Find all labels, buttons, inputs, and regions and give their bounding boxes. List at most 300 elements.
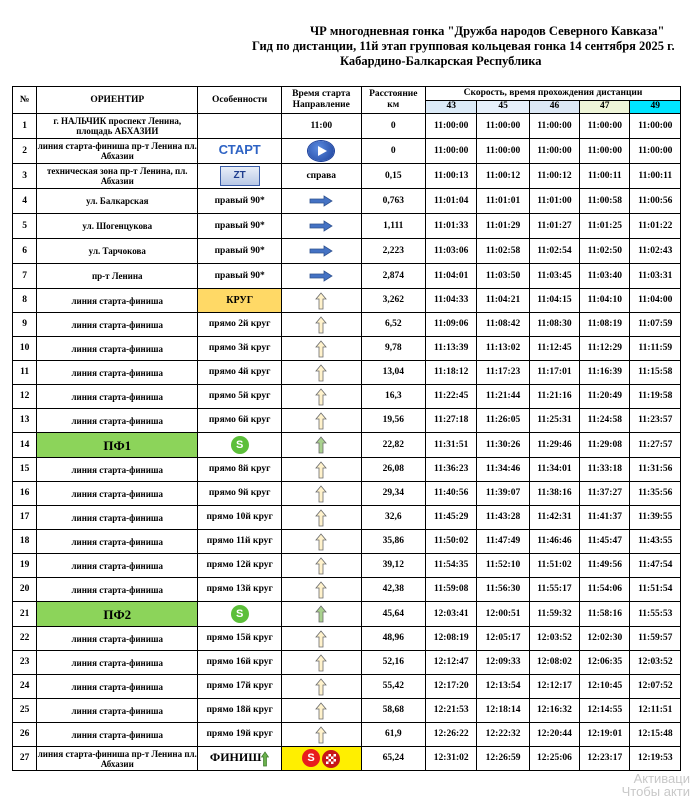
col-distance-header: [361, 87, 425, 114]
sprint-icon: S: [231, 436, 249, 454]
distance-cell: 9,78: [361, 337, 425, 361]
time-cell: 11:02:58: [477, 239, 529, 264]
distance-cell: 3,262: [361, 289, 425, 313]
up-arrow-icon: [315, 509, 327, 527]
distance-cell: 22,82: [361, 433, 425, 458]
row-number: 12: [13, 385, 37, 409]
watermark-line1: Активаци: [633, 771, 690, 786]
table-row: [13, 651, 681, 675]
time-cell: 11:00:00: [529, 114, 579, 139]
time-cell: 11:38:16: [529, 482, 579, 506]
time-cell: 11:16:39: [580, 361, 630, 385]
direction-cell: [281, 627, 361, 651]
table-row: [13, 578, 681, 602]
activation-watermark: [622, 772, 690, 798]
time-cell: 12:08:02: [529, 651, 579, 675]
distance-cell: 16,3: [361, 385, 425, 409]
feature-cell: правый 90*: [198, 239, 282, 264]
row-number: 17: [13, 506, 37, 530]
time-cell: 12:02:30: [580, 627, 630, 651]
distance-cell: 13,04: [361, 361, 425, 385]
feature-cell: правый 90*: [198, 264, 282, 289]
direction-cell: [281, 578, 361, 602]
feature-cell: прямо 10й круг: [198, 506, 282, 530]
time-cell: 11:55:17: [529, 578, 579, 602]
orient-cell: линия старта-финиша: [37, 458, 198, 482]
orient-cell: линия старта-финиша пр-т Ленина пл. Абхазии: [37, 748, 197, 769]
time-cell: 11:21:44: [477, 385, 529, 409]
orient-cell: ул. Шогенцукова: [37, 214, 198, 239]
distance-cell: 42,38: [361, 578, 425, 602]
time-cell: 11:42:31: [529, 506, 579, 530]
time-cell: 11:08:19: [580, 313, 630, 337]
route-table: [12, 86, 681, 771]
distance-cell: 35,86: [361, 530, 425, 554]
direction-cell: справа: [281, 164, 361, 189]
time-cell: 11:47:54: [630, 554, 681, 578]
time-cell: 11:00:00: [630, 114, 681, 139]
feature-cell: прямо 9й круг: [198, 482, 282, 506]
time-cell: 11:02:43: [630, 239, 681, 264]
table-row: [13, 675, 681, 699]
direction-cell: [281, 458, 361, 482]
table-row: [13, 554, 681, 578]
time-cell: 11:00:13: [426, 164, 477, 189]
distance-cell: 2,223: [361, 239, 425, 264]
row-number: 11: [13, 361, 37, 385]
distance-cell: 39,12: [361, 554, 425, 578]
start-time-label: Время старта: [292, 89, 351, 99]
time-cell: 11:03:06: [426, 239, 477, 264]
time-cell: 12:03:52: [630, 651, 681, 675]
up-arrow-icon: [315, 340, 327, 358]
time-cell: 12:31:02: [426, 747, 477, 771]
time-cell: 11:01:33: [426, 214, 477, 239]
time-cell: 11:01:27: [529, 214, 579, 239]
intermediate-finish-label: ПФ2: [37, 602, 198, 627]
orient-cell: линия старта-финиша: [37, 385, 198, 409]
direction-cell: [281, 313, 361, 337]
row-number: 5: [13, 214, 37, 239]
time-cell: 11:00:12: [477, 164, 529, 189]
time-cell: 11:54:35: [426, 554, 477, 578]
time-cell: 11:00:11: [630, 164, 681, 189]
orient-cell: линия старта-финиша: [37, 289, 198, 313]
time-cell: 11:00:00: [477, 114, 529, 139]
orient-cell: г. НАЛЬЧИК проспект Ленина, площадь АБХАЗИИ: [37, 114, 198, 139]
time-cell: 12:18:14: [477, 699, 529, 723]
distance-cell: 29,34: [361, 482, 425, 506]
time-cell: 12:07:52: [630, 675, 681, 699]
time-cell: 11:26:05: [477, 409, 529, 433]
time-cell: 12:05:17: [477, 627, 529, 651]
up-arrow-icon: [315, 605, 327, 623]
document-header: [0, 0, 694, 78]
lap-label: КРУГ: [198, 289, 282, 313]
time-cell: 11:11:59: [630, 337, 681, 361]
time-cell: 12:13:54: [477, 675, 529, 699]
time-cell: 11:30:26: [477, 433, 529, 458]
time-cell: 11:01:29: [477, 214, 529, 239]
orient-cell: линия старта-финиша пр-т Ленина пл. Абхазии: [37, 139, 198, 164]
time-cell: 11:12:45: [529, 337, 579, 361]
time-cell: 11:29:46: [529, 433, 579, 458]
row-number: 16: [13, 482, 37, 506]
table-row: [13, 337, 681, 361]
time-cell: 11:35:56: [630, 482, 681, 506]
time-cell: 11:03:40: [580, 264, 630, 289]
time-cell: 12:08:19: [426, 627, 477, 651]
time-cell: 11:03:31: [630, 264, 681, 289]
time-cell: 12:15:48: [630, 723, 681, 747]
feature-cell: правый 90*: [198, 214, 282, 239]
time-cell: 11:47:49: [477, 530, 529, 554]
time-cell: 11:31:56: [630, 458, 681, 482]
feature-cell: прямо 12й круг: [198, 554, 282, 578]
time-cell: 11:01:01: [477, 189, 529, 214]
up-arrow-icon: [315, 461, 327, 479]
up-arrow-icon: [315, 436, 327, 454]
feature-cell: [198, 114, 282, 139]
table-body: [13, 114, 681, 771]
row-number: 21: [13, 602, 37, 627]
time-cell: 11:24:58: [580, 409, 630, 433]
feature-cell: прямо 8й круг: [198, 458, 282, 482]
row-number: 9: [13, 313, 37, 337]
time-cell: 11:04:21: [477, 289, 529, 313]
up-arrow-icon: [315, 654, 327, 672]
sprint-cell: [198, 433, 282, 458]
orient-cell: линия старта-финиша: [37, 337, 198, 361]
time-cell: 11:31:51: [426, 433, 477, 458]
time-cell: 11:04:10: [580, 289, 630, 313]
orient-cell: линия старта-финиша: [37, 554, 198, 578]
up-arrow-icon: [315, 388, 327, 406]
up-arrow-icon: [315, 412, 327, 430]
table-row: [13, 723, 681, 747]
distance-cell: 19,56: [361, 409, 425, 433]
time-cell: 11:51:02: [529, 554, 579, 578]
distance-label: Расстояние: [369, 89, 418, 99]
direction-cell: [281, 554, 361, 578]
time-cell: 12:12:47: [426, 651, 477, 675]
speed-header: Скорость, время прохождения дистанции: [426, 87, 681, 101]
time-cell: 12:19:53: [630, 747, 681, 771]
time-cell: 11:00:00: [477, 139, 529, 164]
direction-cell: [281, 723, 361, 747]
time-cell: 11:27:57: [630, 433, 681, 458]
time-cell: 11:21:16: [529, 385, 579, 409]
time-cell: 11:20:49: [580, 385, 630, 409]
up-arrow-icon: [261, 751, 269, 767]
row-number: 26: [13, 723, 37, 747]
col-feature-header: Особенности: [198, 87, 282, 114]
time-cell: 11:13:02: [477, 337, 529, 361]
time-cell: 11:03:50: [477, 264, 529, 289]
time-cell: 11:41:37: [580, 506, 630, 530]
row-number: 25: [13, 699, 37, 723]
orient-cell: ул. Тарчокова: [37, 239, 198, 264]
time-cell: 11:25:31: [529, 409, 579, 433]
time-cell: 11:51:54: [630, 578, 681, 602]
table-row: [13, 361, 681, 385]
time-cell: 11:13:39: [426, 337, 477, 361]
distance-cell: 2,874: [361, 264, 425, 289]
right-arrow-icon: [309, 245, 333, 257]
row-number: 10: [13, 337, 37, 361]
time-cell: 11:00:56: [630, 189, 681, 214]
table-row: [13, 602, 681, 627]
time-cell: 11:36:23: [426, 458, 477, 482]
table-row: [13, 530, 681, 554]
orient-cell: линия старта-финиша: [37, 409, 198, 433]
time-cell: 11:46:46: [529, 530, 579, 554]
time-cell: 11:52:10: [477, 554, 529, 578]
time-cell: 11:04:00: [630, 289, 681, 313]
time-cell: 11:02:54: [529, 239, 579, 264]
orient-cell: линия старта-финиша: [37, 530, 198, 554]
time-cell: 11:15:58: [630, 361, 681, 385]
time-cell: 12:22:32: [477, 723, 529, 747]
row-number: 1: [13, 114, 37, 139]
sprint-icon: S: [231, 605, 249, 623]
orient-cell: линия старта-финиша: [37, 699, 198, 723]
time-cell: 11:39:55: [630, 506, 681, 530]
distance-cell: 65,24: [361, 747, 425, 771]
header-title-line2: Гид по дистанции, 11й этап групповая кольцевая гонка 14 сентября 2025 г.: [252, 39, 675, 53]
table-row: [13, 189, 681, 214]
table-row: [13, 699, 681, 723]
row-number: 19: [13, 554, 37, 578]
distance-cell: 52,16: [361, 651, 425, 675]
up-arrow-icon: [315, 702, 327, 720]
distance-cell: 6,52: [361, 313, 425, 337]
time-cell: 11:01:04: [426, 189, 477, 214]
orient-cell: линия старта-финиша: [37, 675, 198, 699]
time-cell: 11:59:32: [529, 602, 579, 627]
finish-label-cell: [198, 747, 282, 771]
intermediate-finish-label: ПФ1: [37, 433, 198, 458]
direction-cell: [281, 506, 361, 530]
orient-cell: ул. Балкарская: [37, 189, 198, 214]
time-cell: 12:12:17: [529, 675, 579, 699]
time-cell: 11:50:02: [426, 530, 477, 554]
row-number: 13: [13, 409, 37, 433]
feature-cell: прямо 3й круг: [198, 337, 282, 361]
up-arrow-icon: [315, 533, 327, 551]
tech-zone-icon: ZT: [220, 166, 260, 186]
row-number: 3: [13, 164, 37, 189]
sprint-icon: S: [302, 749, 320, 767]
direction-cell: [281, 361, 361, 385]
distance-cell: 0: [361, 139, 425, 164]
time-cell: 11:29:08: [580, 433, 630, 458]
up-arrow-icon: [315, 292, 327, 310]
time-cell: 11:01:22: [630, 214, 681, 239]
time-cell: 11:00:00: [426, 139, 477, 164]
direction-cell: [281, 337, 361, 361]
row-number: 24: [13, 675, 37, 699]
table-row: [13, 114, 681, 139]
orient-cell: линия старта-финиша: [37, 361, 198, 385]
direction-cell: [281, 189, 361, 214]
direction-cell: [281, 289, 361, 313]
time-cell: 11:59:08: [426, 578, 477, 602]
orient-cell: линия старта-финиша: [37, 627, 198, 651]
time-cell: 12:03:52: [529, 627, 579, 651]
time-cell: 11:45:29: [426, 506, 477, 530]
speed-49-header: 49: [630, 100, 681, 114]
time-cell: 12:10:45: [580, 675, 630, 699]
km-label: км: [387, 100, 400, 110]
row-number: 2: [13, 139, 37, 164]
orient-cell: линия старта-финиша: [37, 482, 198, 506]
table-row: [13, 313, 681, 337]
time-cell: 11:45:47: [580, 530, 630, 554]
right-arrow-icon: [309, 270, 333, 282]
finish-icons-cell: [281, 747, 361, 771]
time-cell: 11:22:45: [426, 385, 477, 409]
row-number: 7: [13, 264, 37, 289]
start-label: СТАРТ: [218, 142, 261, 157]
time-cell: 11:01:25: [580, 214, 630, 239]
sprint-cell: [198, 602, 282, 627]
table-row: [13, 264, 681, 289]
time-cell: 11:49:56: [580, 554, 630, 578]
time-cell: 11:07:59: [630, 313, 681, 337]
orient-cell: линия старта-финиша: [37, 651, 198, 675]
time-cell: 12:26:22: [426, 723, 477, 747]
row-number: 20: [13, 578, 37, 602]
direction-label: Направление: [292, 100, 350, 110]
start-label-cell: [198, 139, 282, 164]
checkered-flag-icon: [322, 750, 340, 768]
time-cell: 12:20:44: [529, 723, 579, 747]
direction-cell: [281, 214, 361, 239]
time-cell: 12:00:51: [477, 602, 529, 627]
header-title-line1: ЧР многодневная гонка "Дружба народов Северного Кавказа": [310, 24, 665, 38]
feature-cell: прямо 6й круг: [198, 409, 282, 433]
time-cell: 11:17:23: [477, 361, 529, 385]
feature-cell: прямо 5й круг: [198, 385, 282, 409]
up-arrow-icon: [315, 678, 327, 696]
distance-cell: 32,6: [361, 506, 425, 530]
table-row: [13, 409, 681, 433]
table-row: [13, 627, 681, 651]
time-cell: 12:26:59: [477, 747, 529, 771]
feature-cell: прямо 18й круг: [198, 699, 282, 723]
time-cell: 11:02:50: [580, 239, 630, 264]
direction-cell: [281, 602, 361, 627]
distance-cell: 26,08: [361, 458, 425, 482]
distance-cell: 0,15: [361, 164, 425, 189]
orient-cell: линия старта-финиша: [37, 723, 198, 747]
speed-46-header: 46: [529, 100, 579, 114]
row-number: 23: [13, 651, 37, 675]
row-number: 18: [13, 530, 37, 554]
time-cell: 11:01:00: [529, 189, 579, 214]
row-number: 15: [13, 458, 37, 482]
direction-cell: [281, 139, 361, 164]
time-cell: 11:23:57: [630, 409, 681, 433]
table-row: [13, 139, 681, 164]
direction-cell: [281, 699, 361, 723]
feature-cell: прямо 19й круг: [198, 723, 282, 747]
table-row: [13, 289, 681, 313]
row-number: 27: [13, 747, 37, 771]
up-arrow-icon: [315, 630, 327, 648]
direction-cell: [281, 651, 361, 675]
speed-47-header: 47: [580, 100, 630, 114]
start-play-icon: [308, 141, 334, 161]
distance-cell: 0,763: [361, 189, 425, 214]
time-cell: 11:37:27: [580, 482, 630, 506]
distance-cell: 61,9: [361, 723, 425, 747]
time-cell: 12:06:35: [580, 651, 630, 675]
table-row: [13, 506, 681, 530]
time-cell: 11:58:16: [580, 602, 630, 627]
time-cell: 11:17:01: [529, 361, 579, 385]
time-cell: 12:23:17: [580, 747, 630, 771]
time-cell: 11:54:06: [580, 578, 630, 602]
time-cell: 11:33:18: [580, 458, 630, 482]
time-cell: 11:00:12: [529, 164, 579, 189]
feature-cell: прямо 15й круг: [198, 627, 282, 651]
distance-cell: 55,42: [361, 675, 425, 699]
time-cell: 11:00:58: [580, 189, 630, 214]
up-arrow-icon: [315, 557, 327, 575]
time-cell: 11:03:45: [529, 264, 579, 289]
right-arrow-icon: [309, 220, 333, 232]
up-arrow-icon: [315, 316, 327, 334]
time-cell: 12:21:53: [426, 699, 477, 723]
orient-cell: линия старта-финиша: [37, 506, 198, 530]
table-row: [13, 747, 681, 771]
feature-cell: прямо 13й круг: [198, 578, 282, 602]
feature-cell: прямо 2й круг: [198, 313, 282, 337]
feature-cell: прямо 11й круг: [198, 530, 282, 554]
time-cell: 11:09:06: [426, 313, 477, 337]
zt-cell: [198, 164, 282, 189]
direction-cell: 11:00: [281, 114, 361, 139]
orient-cell: пр-т Ленина: [37, 264, 198, 289]
direction-cell: [281, 409, 361, 433]
header-title-line3: Кабардино-Балкарская Республика: [340, 54, 542, 68]
direction-cell: [281, 264, 361, 289]
time-cell: 11:04:15: [529, 289, 579, 313]
time-cell: 11:08:42: [477, 313, 529, 337]
row-number: 6: [13, 239, 37, 264]
up-arrow-icon: [315, 726, 327, 744]
table-row: [13, 433, 681, 458]
finish-label: ФИНИШ: [209, 749, 262, 764]
table-row: [13, 164, 681, 189]
time-cell: 11:00:00: [529, 139, 579, 164]
time-cell: 11:00:00: [426, 114, 477, 139]
time-cell: 11:19:58: [630, 385, 681, 409]
distance-cell: 1,111: [361, 214, 425, 239]
time-cell: 11:27:18: [426, 409, 477, 433]
time-cell: 11:00:11: [580, 164, 630, 189]
direction-cell: [281, 239, 361, 264]
row-number: 4: [13, 189, 37, 214]
orient-cell: линия старта-финиша: [37, 578, 198, 602]
distance-cell: 48,96: [361, 627, 425, 651]
feature-cell: прямо 4й круг: [198, 361, 282, 385]
table-row: [13, 482, 681, 506]
up-arrow-icon: [315, 581, 327, 599]
feature-cell: прямо 16й круг: [198, 651, 282, 675]
